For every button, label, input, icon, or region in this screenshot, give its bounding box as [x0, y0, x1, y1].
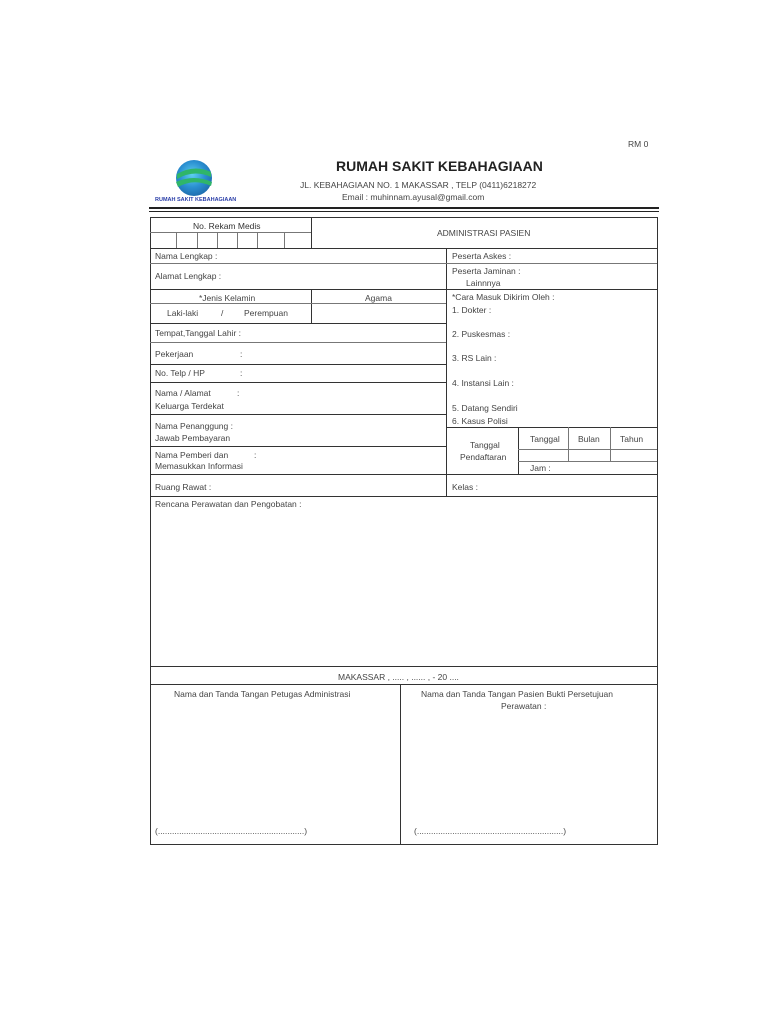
row-line-12	[150, 666, 657, 667]
cara-opt-5[interactable]: 5. Datang Sendiri	[452, 403, 518, 413]
row-line-6	[150, 364, 446, 365]
tgl-pendaftaran-label-2: Pendaftaran	[460, 452, 507, 462]
sig-right-label-2: Perawatan :	[501, 701, 547, 711]
row-line-jk	[150, 303, 446, 304]
row-line-7	[150, 382, 446, 383]
telp-colon: :	[240, 368, 243, 378]
sig-divider	[400, 684, 401, 844]
nama-alamat-colon: :	[237, 388, 240, 398]
form-title: ADMINISTRASI PASIEN	[437, 228, 531, 238]
row-line-3	[150, 289, 446, 290]
jk-agama-sep	[311, 289, 312, 323]
row-line-1	[150, 248, 657, 249]
row-line-4	[150, 323, 446, 324]
alamat-lengkap-label: Alamat Lengkap :	[155, 271, 222, 281]
row-line-10	[150, 474, 657, 475]
rm-box-1[interactable]	[176, 232, 177, 248]
pemberi-colon: :	[254, 450, 257, 460]
sig-right-label-1: Nama dan Tanda Tangan Pasien Bukti Persetujuan	[421, 689, 614, 699]
cara-opt-6[interactable]: 6. Kasus Polisi	[452, 416, 508, 426]
rekam-medis-label: No. Rekam Medis	[193, 221, 261, 231]
sig-line-right[interactable]: (..............................................................)	[414, 826, 567, 836]
pemberi-label: Nama Pemberi dan	[155, 450, 229, 460]
bulan-tahun-sep	[610, 427, 611, 462]
tgl-pendaftaran-label-1: Tanggal	[470, 440, 500, 450]
sig-left-label: Nama dan Tanda Tangan Petugas Administrasi	[174, 689, 351, 699]
nama-alamat-label: Nama / Alamat	[155, 388, 211, 398]
frame-left	[150, 217, 151, 844]
place-date: MAKASSAR , ..... , ...... , - 20 ....	[338, 672, 459, 682]
r-line-1	[446, 263, 657, 264]
cara-opt-2[interactable]: 2. Puskesmas :	[452, 329, 511, 339]
jenis-kelamin-label: *Jenis Kelamin	[199, 293, 256, 303]
row-line-2	[150, 263, 446, 264]
penanggung-label: Nama Penanggung :	[155, 421, 233, 431]
rm-box-3[interactable]	[217, 232, 218, 248]
rm-box-4[interactable]	[237, 232, 238, 248]
perempuan-option[interactable]: Perempuan	[244, 308, 288, 318]
jam-label: Jam :	[530, 463, 551, 473]
row-line-11	[150, 496, 657, 497]
r-line-2	[446, 289, 657, 290]
rekam-medis-sep	[311, 217, 312, 248]
sig-line-left[interactable]: (..............................................................)	[155, 826, 308, 836]
r-line-3	[446, 427, 657, 428]
column-divider	[446, 248, 447, 496]
cara-masuk-label: *Cara Masuk Dikirim Oleh :	[452, 292, 555, 302]
cara-opt-1[interactable]: 1. Dokter :	[452, 305, 492, 315]
jawab-label: Jawab Pembayaran	[155, 433, 231, 443]
row-line-13	[150, 684, 657, 685]
pekerjaan-colon: :	[240, 349, 243, 359]
hospital-address: JL. KEBAHAGIAAN NO. 1 MAKASSAR , TELP (0411)6218272	[300, 180, 537, 190]
ttl-label: Tempat,Tanggal Lahir :	[155, 328, 241, 338]
gender-slash: /	[221, 308, 224, 318]
tgl-bulan-sep	[568, 427, 569, 462]
frame-bottom	[150, 844, 658, 845]
hospital-name: RUMAH SAKIT KEBAHAGIAAN	[336, 158, 543, 174]
laki-laki-option[interactable]: Laki-laki	[167, 308, 199, 318]
rm-box-6[interactable]	[284, 232, 285, 248]
nama-lengkap-label: Nama Lengkap :	[155, 251, 218, 261]
row-line-5	[150, 342, 446, 343]
rm-box-2[interactable]	[197, 232, 198, 248]
row-line-9	[150, 446, 446, 447]
rekam-medis-divider	[150, 232, 311, 233]
agama-label: Agama	[365, 293, 392, 303]
jaminan-label: Peserta Jaminan :	[452, 266, 521, 276]
logo-caption: RUMAH SAKIT KEBAHAGIAAN	[155, 197, 237, 203]
header-divider-thin	[149, 211, 659, 212]
header-divider	[149, 207, 659, 209]
tahun-col: Tahun	[620, 434, 644, 444]
bulan-col: Bulan	[578, 434, 600, 444]
tp-line-1	[518, 449, 657, 450]
keluarga-label: Keluarga Terdekat	[155, 401, 224, 411]
kelas-label: Kelas :	[452, 482, 478, 492]
rencana-label: Rencana Perawatan dan Pengobatan :	[155, 499, 302, 509]
form-code: RM 0	[628, 139, 649, 149]
rencana-area[interactable]	[152, 512, 655, 664]
lainnya-label: Lainnnya	[466, 278, 501, 288]
tanggal-col: Tanggal	[530, 434, 560, 444]
memasukkan-label: Memasukkan Informasi	[155, 461, 243, 471]
askes-label: Peserta Askes :	[452, 251, 512, 261]
pekerjaan-label: Pekerjaan	[155, 349, 194, 359]
ruang-rawat-label: Ruang Rawat :	[155, 482, 212, 492]
hospital-email: Email : muhinnam.ayusal@gmail.com	[342, 192, 485, 202]
rm-box-5[interactable]	[257, 232, 258, 248]
cara-opt-4[interactable]: 4. Instansi Lain :	[452, 378, 514, 388]
tp-sep	[518, 427, 519, 474]
tp-line-2	[518, 461, 657, 462]
telp-label: No. Telp / HP	[155, 368, 205, 378]
row-line-8	[150, 414, 446, 415]
frame-right	[657, 217, 658, 844]
hospital-logo	[172, 158, 216, 198]
frame-top	[150, 217, 657, 218]
cara-opt-3[interactable]: 3. RS Lain :	[452, 353, 497, 363]
